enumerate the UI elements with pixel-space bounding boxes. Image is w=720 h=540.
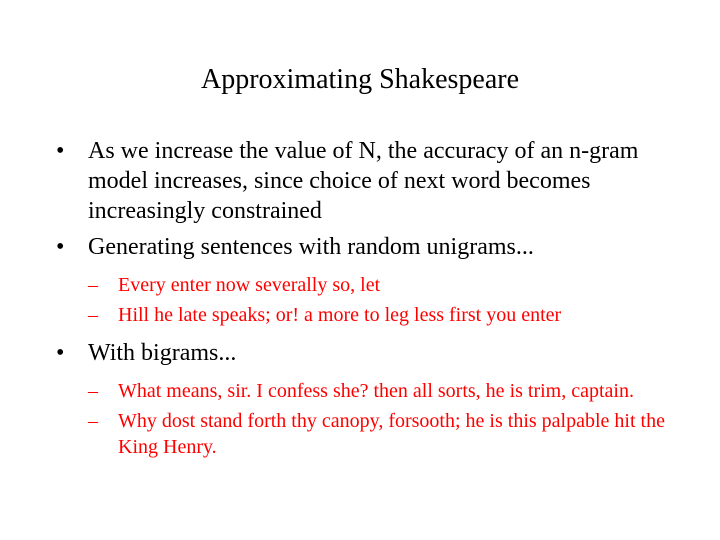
bullet-item	[56, 338, 696, 460]
bullet-text: As we increase the value of N, the accuracy of an n-gram model increases, since choice of next word becomes increasingly constrained	[88, 138, 639, 224]
sub-bullet-item	[88, 272, 696, 298]
sub-bullet-list	[88, 378, 696, 460]
sub-bullet-text: What means, sir. I confess she? then all sorts, he is trim, captain.	[118, 380, 634, 402]
bullet-text: With bigrams...	[88, 340, 237, 366]
sub-bullet-item	[88, 302, 696, 328]
bullet-marker: •	[56, 340, 65, 366]
sub-bullet-marker: –	[88, 274, 98, 296]
sub-bullet-text: Every enter now severally so, let	[118, 274, 381, 296]
sub-bullet-marker: –	[88, 410, 98, 432]
sub-bullet-marker: –	[88, 304, 98, 326]
bullet-list	[56, 136, 696, 470]
sub-bullet-text: Why dost stand forth thy canopy, forsooth; he is this palpable hit the King Henry.	[118, 410, 665, 458]
slide-title: Approximating Shakespeare	[200, 64, 520, 95]
bullet-marker: •	[56, 138, 65, 164]
sub-bullet-item	[88, 378, 696, 404]
bullet-item	[56, 136, 696, 226]
sub-bullet-marker: –	[88, 380, 98, 402]
sub-bullet-text: Hill he late speaks; or! a more to leg less first you enter	[118, 304, 562, 326]
bullet-text: Generating sentences with random unigrams...	[88, 234, 534, 260]
sub-bullet-item	[88, 408, 696, 460]
sub-bullet-list	[88, 272, 696, 328]
bullet-item	[56, 232, 696, 328]
bullet-marker: •	[56, 234, 65, 260]
